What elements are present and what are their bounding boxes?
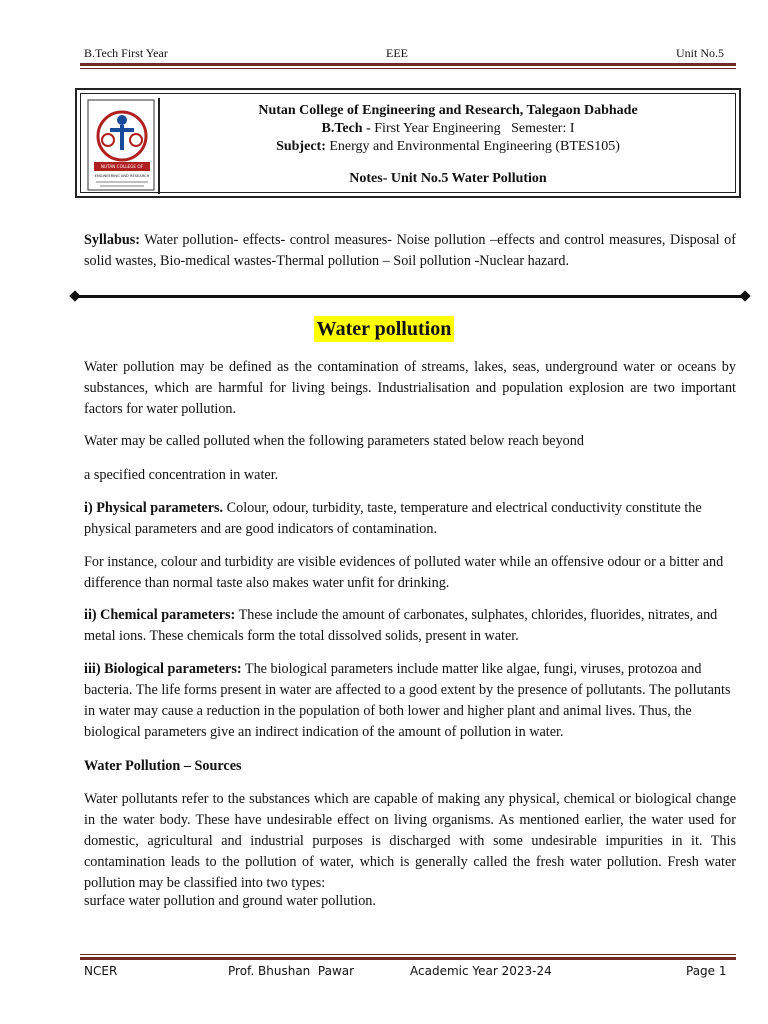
footer-rule-thin <box>80 954 736 955</box>
biological-label: iii) Biological parameters: <box>84 661 242 677</box>
program-label: B.Tech - <box>321 121 371 136</box>
paragraph-instance: For instance, colour and turbidity are visible evidences of polluted water while an offensive odour or a bitter and difference than normal taste also makes water unfit for drinking. <box>84 554 724 591</box>
footer-author: Prof. Bhushan Pawar <box>228 964 355 978</box>
divider-left-diamond <box>69 290 80 301</box>
biological-text: The biological parameters include matter like algae, fungi, viruses, protozoa and bacteria. The life forms present in water are affected to a good extent by the presence of pollutants. The pollutants in water may cause a reduction in the population of both lower and higher plant and animal lives. Thus, the biological parameters give an indirect indication of the amount of pollution in water. <box>84 661 731 740</box>
header-rule-thin <box>80 68 736 69</box>
subject-label: Subject: <box>276 139 326 154</box>
sources-heading: Water Pollution – Sources <box>84 758 242 774</box>
divider-right-diamond <box>739 290 750 301</box>
physical-label: i) Physical parameters. <box>84 500 224 516</box>
section-heading: Water pollution <box>314 316 455 342</box>
header-rule <box>80 63 736 66</box>
paragraph-definition: Water pollution may be defined as the contamination of streams, lakes, seas, underground water or oceans by substances, which are harmful for living beings. Industrialisation and population explosion are two important factors for water pollution. <box>84 359 736 417</box>
footer-year: Academic Year 2023-24 <box>410 964 552 978</box>
subject-text: Energy and Environmental Engineering (BTES105) <box>325 139 620 154</box>
logo-text-1: NUTAN COLLEGE OF <box>100 164 144 169</box>
program-text: First Year Engineering Semester: I <box>370 121 575 136</box>
footer-rule <box>80 957 736 960</box>
physical-text: Colour, odour, turbidity, taste, temperature and electrical conductivity constitute the physical parameters and are good indicators of contamination. <box>84 500 702 537</box>
college-logo <box>86 98 160 194</box>
chemical-text: These include the amount of carbonates, sulphates, chlorides, fluorides, nitrates, and metal ions. These chemicals form the total dissolved solids, present in water. <box>84 607 718 644</box>
college-name: Nutan College of Engineering and Research, Talegaon Dabhade <box>258 103 638 118</box>
syllabus <box>84 230 736 272</box>
paragraph-physical <box>84 498 736 540</box>
syllabus-text: Water pollution- effects- control measures- Noise pollution –effects and control measures, Disposal of solid wastes, Bio-medical wastes-Thermal pollution – Soil pollution -Nuclear hazard. <box>84 232 736 269</box>
subject-line <box>161 138 735 156</box>
paragraph-chemical <box>84 605 736 647</box>
footer-page: Page 1 <box>686 964 727 978</box>
paragraph-concentration: a specified concentration in water. <box>84 467 279 483</box>
logo-text-2: ENGINEERING AND RESEARCH <box>94 174 150 178</box>
header-right: Unit No.5 <box>676 46 724 60</box>
paragraph-biological <box>84 659 736 743</box>
paragraph-sources-types: surface water pollution and ground water pollution. <box>84 893 376 909</box>
title-box <box>75 88 741 198</box>
footer-institute: NCER <box>84 964 118 978</box>
syllabus-label: Syllabus: <box>84 232 140 248</box>
notes-title: Notes- Unit No.5 Water Pollution <box>349 171 547 186</box>
header-left: B.Tech First Year <box>84 46 168 60</box>
paragraph-sources: Water pollutants refer to the substances which are capable of making any physical, chemical or biological change in the water body. These have undesirable effect on living organisms. As mentioned earlier, the water used for domestic, agricultural and industrial purposes is discharged with some undesirable impurities in it. This contamination leads to the pollution of water, which is generally called the fresh water pollution. Fresh water pollution may be classified into two types: <box>84 791 736 891</box>
paragraph-polluted-when: Water may be called polluted when the following parameters stated below reach beyond <box>84 433 584 449</box>
chemical-label: ii) Chemical parameters: <box>84 607 236 623</box>
header-center: EEE <box>386 46 408 60</box>
section-divider <box>75 295 745 298</box>
program-line <box>161 120 735 138</box>
